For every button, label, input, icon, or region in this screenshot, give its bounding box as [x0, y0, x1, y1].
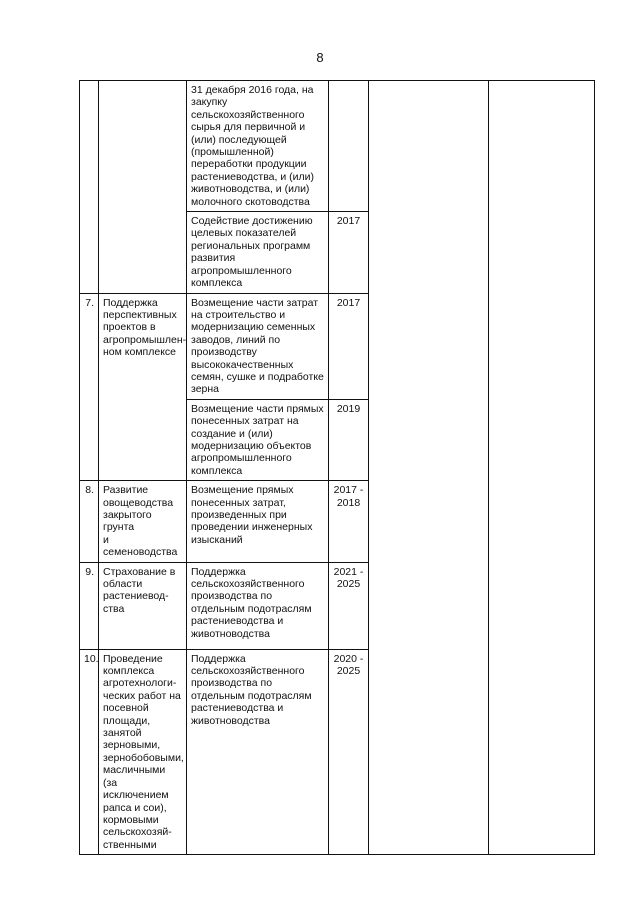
measure-description-cell: Возмещение части затрат на строительство и модернизацию семенных заводов, линий по производству высококачественных семян, сушке и подработке зерна — [187, 293, 329, 399]
page-number: 8 — [316, 50, 324, 65]
measure-description-cell: 31 декабря 2016 года, на закупку сельскохозяйственного сырья для первичной и (или) последующей (промышленной) переработки продукции растениеводства, и (или) животноводства, и (или) молочного скотоводства — [187, 81, 329, 212]
table-row — [80, 81, 595, 212]
year-cell — [329, 81, 369, 212]
measure-name-cell: Страхование в области растениевод- ства — [99, 562, 187, 649]
measure-name-cell: Проведение комплекса агротехнологи- ческих работ на посевной площади, занятой зерновыми, зернобобовыми, масличными (за исключением рапса и сои), кормовыми сельскохозяй- ственными — [99, 649, 187, 855]
measure-name-cell: Развитие овощеводства закрытого грунта и семеноводства — [99, 481, 187, 562]
measure-description-cell: Возмещение части прямых понесенных затрат на создание и (или) модернизацию объектов агропромышленного комплекса — [187, 399, 329, 480]
row-number-cell: 10. — [80, 649, 99, 855]
measure-description-cell: Содействие достижению целевых показателей региональных программ развития агропромышленного комплекса — [187, 212, 329, 293]
measure-description-cell: Возмещение прямых понесенных затрат, произведенных при проведении инженерных изысканий — [187, 481, 329, 562]
empty-column-cell — [369, 81, 489, 855]
program-table — [79, 80, 595, 855]
measure-description-cell: Поддержка сельскохозяйственного производства по отдельным подотраслям растениеводства и животноводства — [187, 562, 329, 649]
row-number-cell — [80, 81, 99, 294]
year-cell: 2017 — [329, 293, 369, 399]
year-cell: 2021 - 2025 — [329, 562, 369, 649]
year-cell: 2020 - 2025 — [329, 649, 369, 855]
empty-column-cell — [489, 81, 595, 855]
measure-name-cell: Поддержка перспективных проектов в агропромышлен- ном комплексе — [99, 293, 187, 481]
measure-name-cell — [99, 81, 187, 294]
year-cell: 2017 — [329, 212, 369, 293]
measure-description-cell: Поддержка сельскохозяйственного производства по отдельным подотраслям растениеводства и животноводства — [187, 649, 329, 855]
year-cell: 2019 — [329, 399, 369, 480]
row-number-cell: 7. — [80, 293, 99, 481]
row-number-cell: 9. — [80, 562, 99, 649]
row-number-cell: 8. — [80, 481, 99, 562]
year-cell: 2017 - 2018 — [329, 481, 369, 562]
